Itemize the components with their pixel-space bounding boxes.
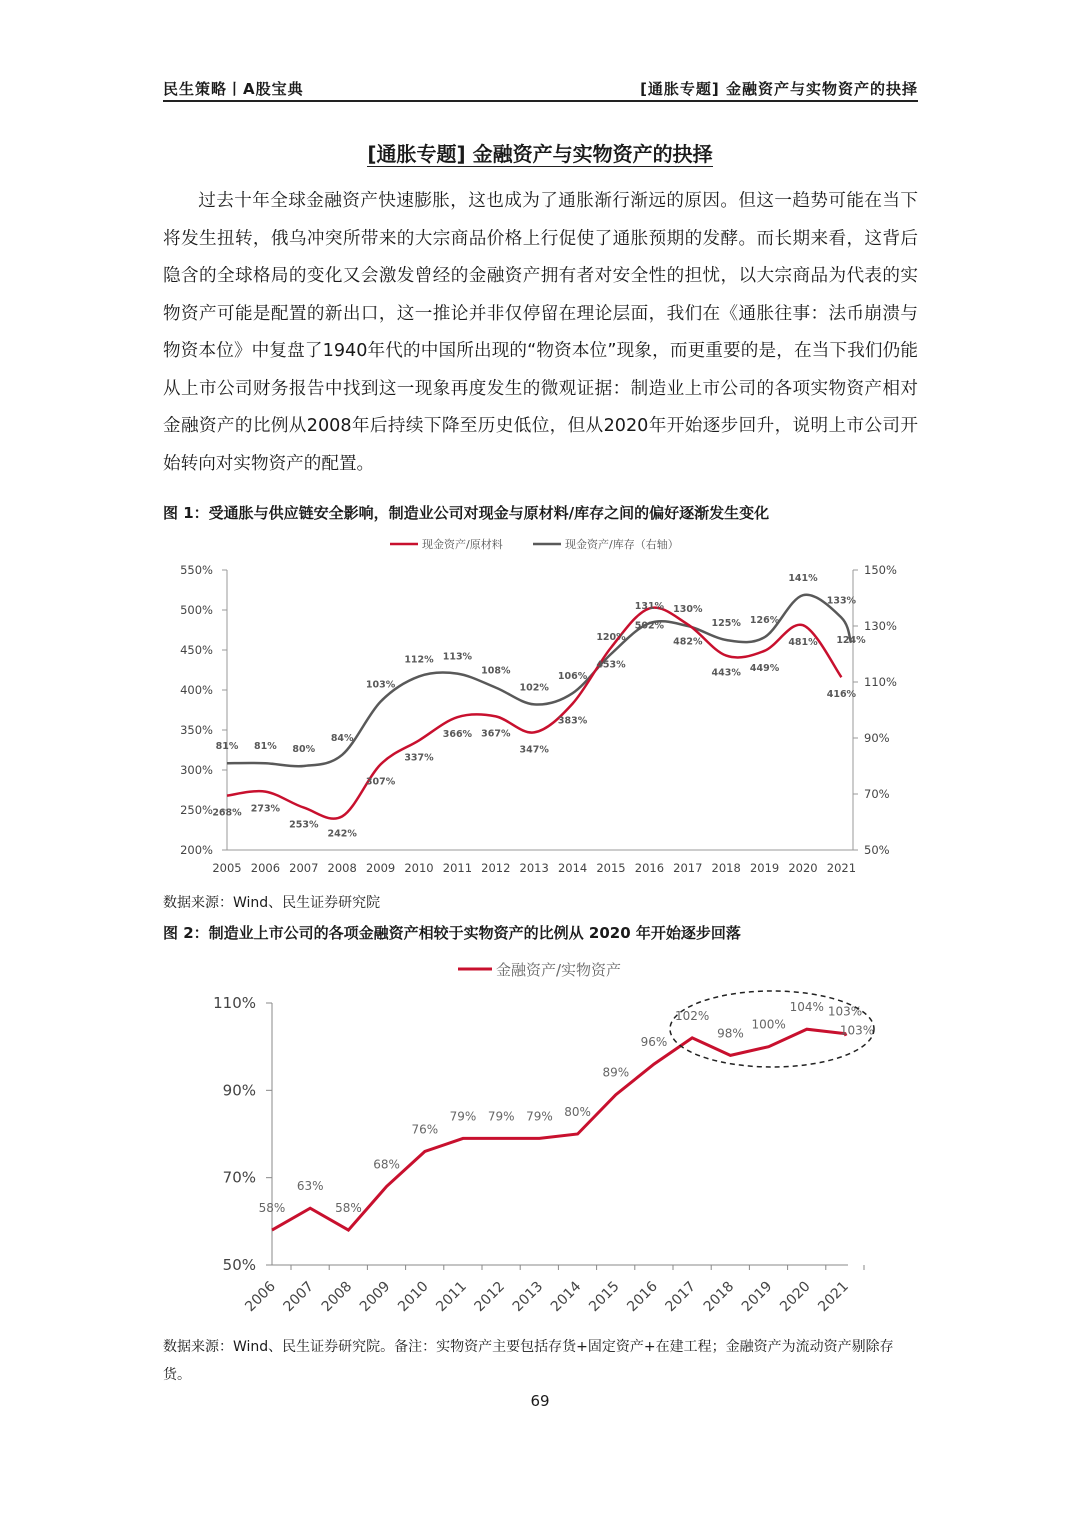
data-label-cash-inventory: 141% <box>788 573 818 585</box>
page-title <box>0 138 1080 167</box>
figure2-note: 数据来源：Wind、民生证券研究院。备注：实物资产主要包括存货+固定资产+在建工程；金融资产为流动资产剔除存货。 <box>163 1339 894 1383</box>
y-axis-tick-label: 90% <box>222 1081 256 1100</box>
left-axis-tick-label: 350% <box>180 723 213 737</box>
data-label-fin-phys: 68% <box>373 1157 400 1172</box>
x-axis-tick-label: 2011 <box>433 1278 470 1316</box>
data-label-cash-inventory: 81% <box>215 741 239 753</box>
data-label-cash-inventory: 113% <box>442 651 473 663</box>
data-label-cash-inventory: 102% <box>519 682 549 694</box>
x-axis-tick-label: 2020 <box>788 861 818 875</box>
data-label-cash-material: 453% <box>596 659 626 671</box>
y-axis-tick-label: 50% <box>222 1256 256 1274</box>
x-axis-tick-label: 2016 <box>634 861 665 875</box>
left-axis-tick-label: 400% <box>180 683 213 697</box>
figure1-chart <box>0 530 1080 890</box>
legend-label-fin-phys: 金融资产/实物资产 <box>496 961 622 979</box>
data-label-cash-material: 481% <box>788 637 818 649</box>
data-label-fin-phys: 63% <box>296 1179 324 1194</box>
left-axis-tick-label: 250% <box>180 803 213 817</box>
left-axis-tick-label: 450% <box>180 643 213 657</box>
data-label-cash-material: 253% <box>289 819 319 831</box>
legend-label-cash-inventory: 现金资产/库存（右轴） <box>565 538 679 551</box>
x-axis-tick-label: 2009 <box>356 1278 394 1316</box>
figure1-title: 图 1：受通胀与供应链安全影响，制造业公司对现金与原材料/库存之间的偏好逐渐发生变化 <box>163 504 770 522</box>
y-axis-tick-label: 110% <box>213 994 256 1012</box>
legend-label-cash-material: 现金资产/原材料 <box>422 538 503 551</box>
data-label-fin-phys: 103% <box>827 1004 863 1019</box>
x-axis-tick-label: 2007 <box>289 861 319 875</box>
x-axis-tick-label: 2020 <box>777 1278 814 1316</box>
data-label-cash-material: 273% <box>250 803 281 815</box>
data-label-fin-phys: 80% <box>564 1105 591 1119</box>
x-axis-tick-label: 2012 <box>471 1278 509 1316</box>
data-label-fin-phys: 102% <box>675 1008 710 1023</box>
data-label-cash-inventory: 106% <box>557 671 588 683</box>
data-label-fin-phys: 100% <box>751 1017 786 1032</box>
data-label-cash-material: 268% <box>212 807 242 819</box>
series-line-fin-phys <box>272 1029 846 1230</box>
figure2-title: 图 2：制造业上市公司的各项金融资产相较于实物资产的比例从 2020 年开始逐步回落 <box>163 924 741 942</box>
right-axis-tick-label: 150% <box>864 563 897 577</box>
data-label-cash-inventory: 131% <box>634 601 665 613</box>
data-label-fin-phys: 98% <box>717 1026 744 1041</box>
x-axis-tick-label: 2017 <box>662 1278 700 1316</box>
data-label-fin-phys: 89% <box>602 1065 630 1080</box>
header-right: [通胀专题] 金融资产与实物资产的抉择 <box>640 80 918 98</box>
data-label-fin-phys: 58% <box>335 1201 362 1216</box>
data-label-cash-material: 242% <box>327 828 357 840</box>
figure1-source: 数据来源：Wind、民生证券研究院 <box>163 895 381 911</box>
right-axis-tick-label: 50% <box>864 843 890 857</box>
body-paragraph: 过去十年全球金融资产快速膨胀，这也成为了通胀渐行渐远的原因。但这一趋势可能在当下将发生扭转，俄乌冲突所带来的大宗商品价格上行促使了通胀预期的发酵。而长期来看，这背后隐含的全球格局的变化又会激发曾经的金融资产拥有者对安全性的担忧，以大宗商品为代表的实物资产可能是配置的新出口，这一推论并非仅停留在理论层面，我们在《通胀往事：法币崩溃与物资本位》中复盘了1940年代的中国所出现的“物资本位”现象，而更重要的是，在当下我们仍能从上市公司财务报告中找到这一现象再度发生的微观证据：制造业上市公司的各项实物资产相对金融资产的比例从2008年后持续下降至历史低位，但从2020年开始逐步回升，说明上市公司开始转向对实物资产的配置。 <box>163 191 918 474</box>
x-axis-tick-label: 2005 <box>212 861 242 875</box>
data-label-cash-material: 367% <box>481 728 511 740</box>
x-axis-tick-label: 2017 <box>673 861 703 875</box>
data-label-cash-inventory: 130% <box>673 604 703 615</box>
data-label-cash-material: 383% <box>557 715 588 727</box>
data-label-cash-inventory: 133% <box>826 595 857 607</box>
x-axis-tick-label: 2006 <box>242 1278 279 1316</box>
data-label-fin-phys: 96% <box>640 1035 668 1050</box>
data-label-cash-material: 482% <box>673 636 703 648</box>
x-axis-tick-label: 2014 <box>557 861 588 875</box>
data-label-cash-material: 443% <box>711 667 741 679</box>
data-label-fin-phys: 79% <box>449 1109 477 1124</box>
left-axis-tick-label: 300% <box>180 763 213 777</box>
data-label-cash-inventory: 81% <box>254 741 277 753</box>
x-axis-tick-label: 2019 <box>738 1278 776 1316</box>
data-label-cash-inventory: 112% <box>404 654 434 666</box>
x-axis-tick-label: 2018 <box>711 861 741 875</box>
x-axis-tick-label: 2012 <box>481 861 511 875</box>
header-left: 民生策略丨A股宝典 <box>163 80 304 98</box>
x-axis-tick-label: 2008 <box>318 1278 356 1316</box>
x-axis-tick-label: 2008 <box>327 861 357 875</box>
x-axis-tick-label: 2019 <box>749 861 780 875</box>
x-axis-tick-label: 2014 <box>547 1278 585 1316</box>
header-rule <box>163 100 918 102</box>
data-label-cash-material: 416% <box>826 689 857 701</box>
x-axis-tick-label: 2011 <box>442 861 473 875</box>
left-axis-tick-label: 550% <box>180 563 213 577</box>
x-axis-tick-label: 2006 <box>250 861 281 875</box>
data-label-cash-material: 307% <box>365 776 396 788</box>
data-label-cash-inventory: 84% <box>330 732 354 744</box>
x-axis-tick-label: 2013 <box>519 861 549 875</box>
x-axis-tick-label: 2010 <box>395 1278 432 1316</box>
data-label-fin-phys: 79% <box>487 1109 515 1124</box>
x-axis-tick-label: 2021 <box>815 1278 852 1316</box>
data-label-cash-material: 337% <box>404 752 434 764</box>
data-label-fin-phys: 58% <box>258 1201 286 1216</box>
data-label-cash-inventory: 103% <box>365 679 396 691</box>
x-axis-tick-label: 2010 <box>404 861 434 875</box>
left-axis-tick-label: 500% <box>180 603 213 617</box>
y-axis-tick-label: 70% <box>222 1168 256 1187</box>
data-label-cash-material: 449% <box>749 662 780 674</box>
data-label-cash-inventory: 125% <box>711 618 741 629</box>
x-axis-tick-label: 2021 <box>826 861 857 875</box>
data-label-cash-material: 502% <box>634 620 665 632</box>
page-number: 69 <box>530 1392 550 1410</box>
right-axis-tick-label: 130% <box>864 619 897 633</box>
data-label-cash-inventory: 80% <box>292 744 316 755</box>
data-label-fin-phys: 79% <box>526 1109 553 1124</box>
x-axis-tick-label: 2013 <box>509 1278 547 1316</box>
x-axis-tick-label: 2015 <box>586 1278 623 1316</box>
x-axis-tick-label: 2009 <box>365 861 396 875</box>
data-label-cash-material: 347% <box>519 744 549 756</box>
data-label-fin-phys-tail: 103% <box>839 1023 875 1038</box>
data-label-cash-inventory-tail: 124% <box>836 634 866 646</box>
page-title-text: [通胀专题] 金融资产与实物资产的抉择 <box>367 142 713 166</box>
series-line-cash-material <box>227 608 841 819</box>
right-axis-tick-label: 110% <box>864 675 897 689</box>
data-label-fin-phys: 76% <box>411 1122 439 1137</box>
data-label-fin-phys: 104% <box>789 1000 824 1015</box>
right-axis-tick-label: 70% <box>864 787 890 801</box>
figure2-chart <box>0 945 1080 1330</box>
x-axis-tick-label: 2007 <box>280 1278 318 1316</box>
x-axis-tick-label: 2016 <box>624 1278 661 1316</box>
data-label-cash-inventory: 108% <box>481 665 511 677</box>
data-label-cash-inventory: 126% <box>749 615 780 627</box>
left-axis-tick-label: 200% <box>180 843 213 857</box>
right-axis-tick-label: 90% <box>864 731 890 745</box>
x-axis-tick-label: 2015 <box>596 861 626 875</box>
data-label-cash-inventory: 120% <box>596 632 626 643</box>
x-axis-tick-label: 2018 <box>700 1278 738 1316</box>
data-label-cash-material: 366% <box>442 729 473 741</box>
